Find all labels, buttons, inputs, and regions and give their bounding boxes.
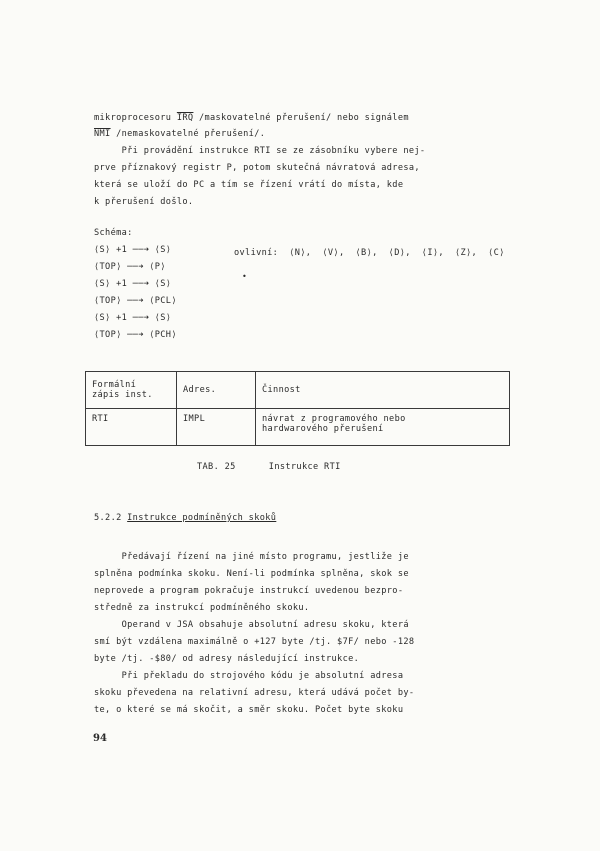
affected-flags: ovlivní: ⟨N⟩, ⟨V⟩, ⟨B⟩, ⟨D⟩, ⟨I⟩, ⟨Z⟩, ⟨C⟩	[234, 248, 505, 258]
schema-step: ⟨S⟩ +1 ──➜ ⟨S⟩	[94, 279, 172, 289]
intro-text: /nemaskovatelné přerušení/.	[110, 129, 266, 139]
header-cell-action: Činnost	[256, 372, 510, 409]
stray-mark: •	[242, 272, 247, 281]
cell-addressing: IMPL	[177, 409, 256, 446]
intro-line-4: prve příznakový registr P, potom skutečná návratová adresa,	[94, 163, 420, 173]
body-line: Při překladu do strojového kódu je absolutní adresa	[94, 671, 404, 681]
body-line: splněna podmínka skoku. Není-li podmínka splněna, skok se	[94, 569, 409, 579]
section-number: 5.2.2	[94, 513, 128, 523]
page-number: 94	[93, 733, 107, 744]
body-line: te, o které se má skočit, a směr skoku. Počet byte skoku	[94, 705, 404, 715]
body-line: skoku převedena na relativní adresu, která udává počet by-	[94, 688, 415, 698]
cell-description: návrat z programového nebo hardwarového přerušení	[256, 409, 510, 446]
schema-step: ⟨S⟩ +1 ──➜ ⟨S⟩	[94, 313, 172, 323]
body-line: neprovede a program pokračuje instrukcí uvedenou bezpro-	[94, 586, 404, 596]
body-line: smí být vzdálena maximálně o +127 byte /tj. $7F/ nebo -128	[94, 637, 415, 647]
header-cell-address: Adres.	[177, 372, 256, 409]
table-caption: TAB. 25 Instrukce RTI	[197, 462, 341, 472]
body-line: Operand v JSA obsahuje absolutní adresu skoku, která	[94, 620, 409, 630]
intro-line-3: Při provádění instrukce RTI se ze zásobníku vybere nej-	[94, 146, 426, 156]
body-line: Předávají řízení na jiné místo programu, jestliže je	[94, 552, 409, 562]
section-title: Instrukce podmíněných skoků	[127, 513, 277, 523]
intro-line-5: která se uloží do PC a tím se řízení vrátí do místa, kde	[94, 180, 404, 190]
intro-line-6: k přerušení došlo.	[94, 197, 194, 207]
header-cell-format: Formální zápis inst.	[86, 372, 177, 409]
schema-step: ⟨TOP⟩ ──➜ ⟨PCL⟩	[94, 296, 177, 306]
schema-step: ⟨S⟩ +1 ──➜ ⟨S⟩	[94, 245, 172, 255]
intro-line-2	[94, 129, 265, 139]
body-line: středně za instrukcí podmíněného skoku.	[94, 603, 310, 613]
section-heading	[94, 513, 276, 523]
table-row	[86, 409, 510, 446]
nmi-signal: $\overline{NMI}$	[94, 129, 111, 139]
schema-label: Schéma:	[94, 228, 133, 238]
instruction-table	[85, 371, 510, 446]
irq-signal: $\overline{IRQ}$	[176, 113, 194, 123]
schema-step: ⟨TOP⟩ ──➜ ⟨PCH⟩	[94, 330, 177, 340]
cell-instruction: RTI	[86, 409, 177, 446]
schema-step: ⟨TOP⟩ ──➜ ⟨P⟩	[94, 262, 166, 272]
intro-text: /maskovatelné přerušení/ nebo signálem	[193, 113, 409, 123]
table-header-row	[86, 372, 510, 409]
intro-line-1	[94, 113, 409, 123]
intro-text: mikroprocesoru	[94, 113, 177, 123]
body-line: byte /tj. -$80/ od adresy následující instrukce.	[94, 654, 360, 664]
